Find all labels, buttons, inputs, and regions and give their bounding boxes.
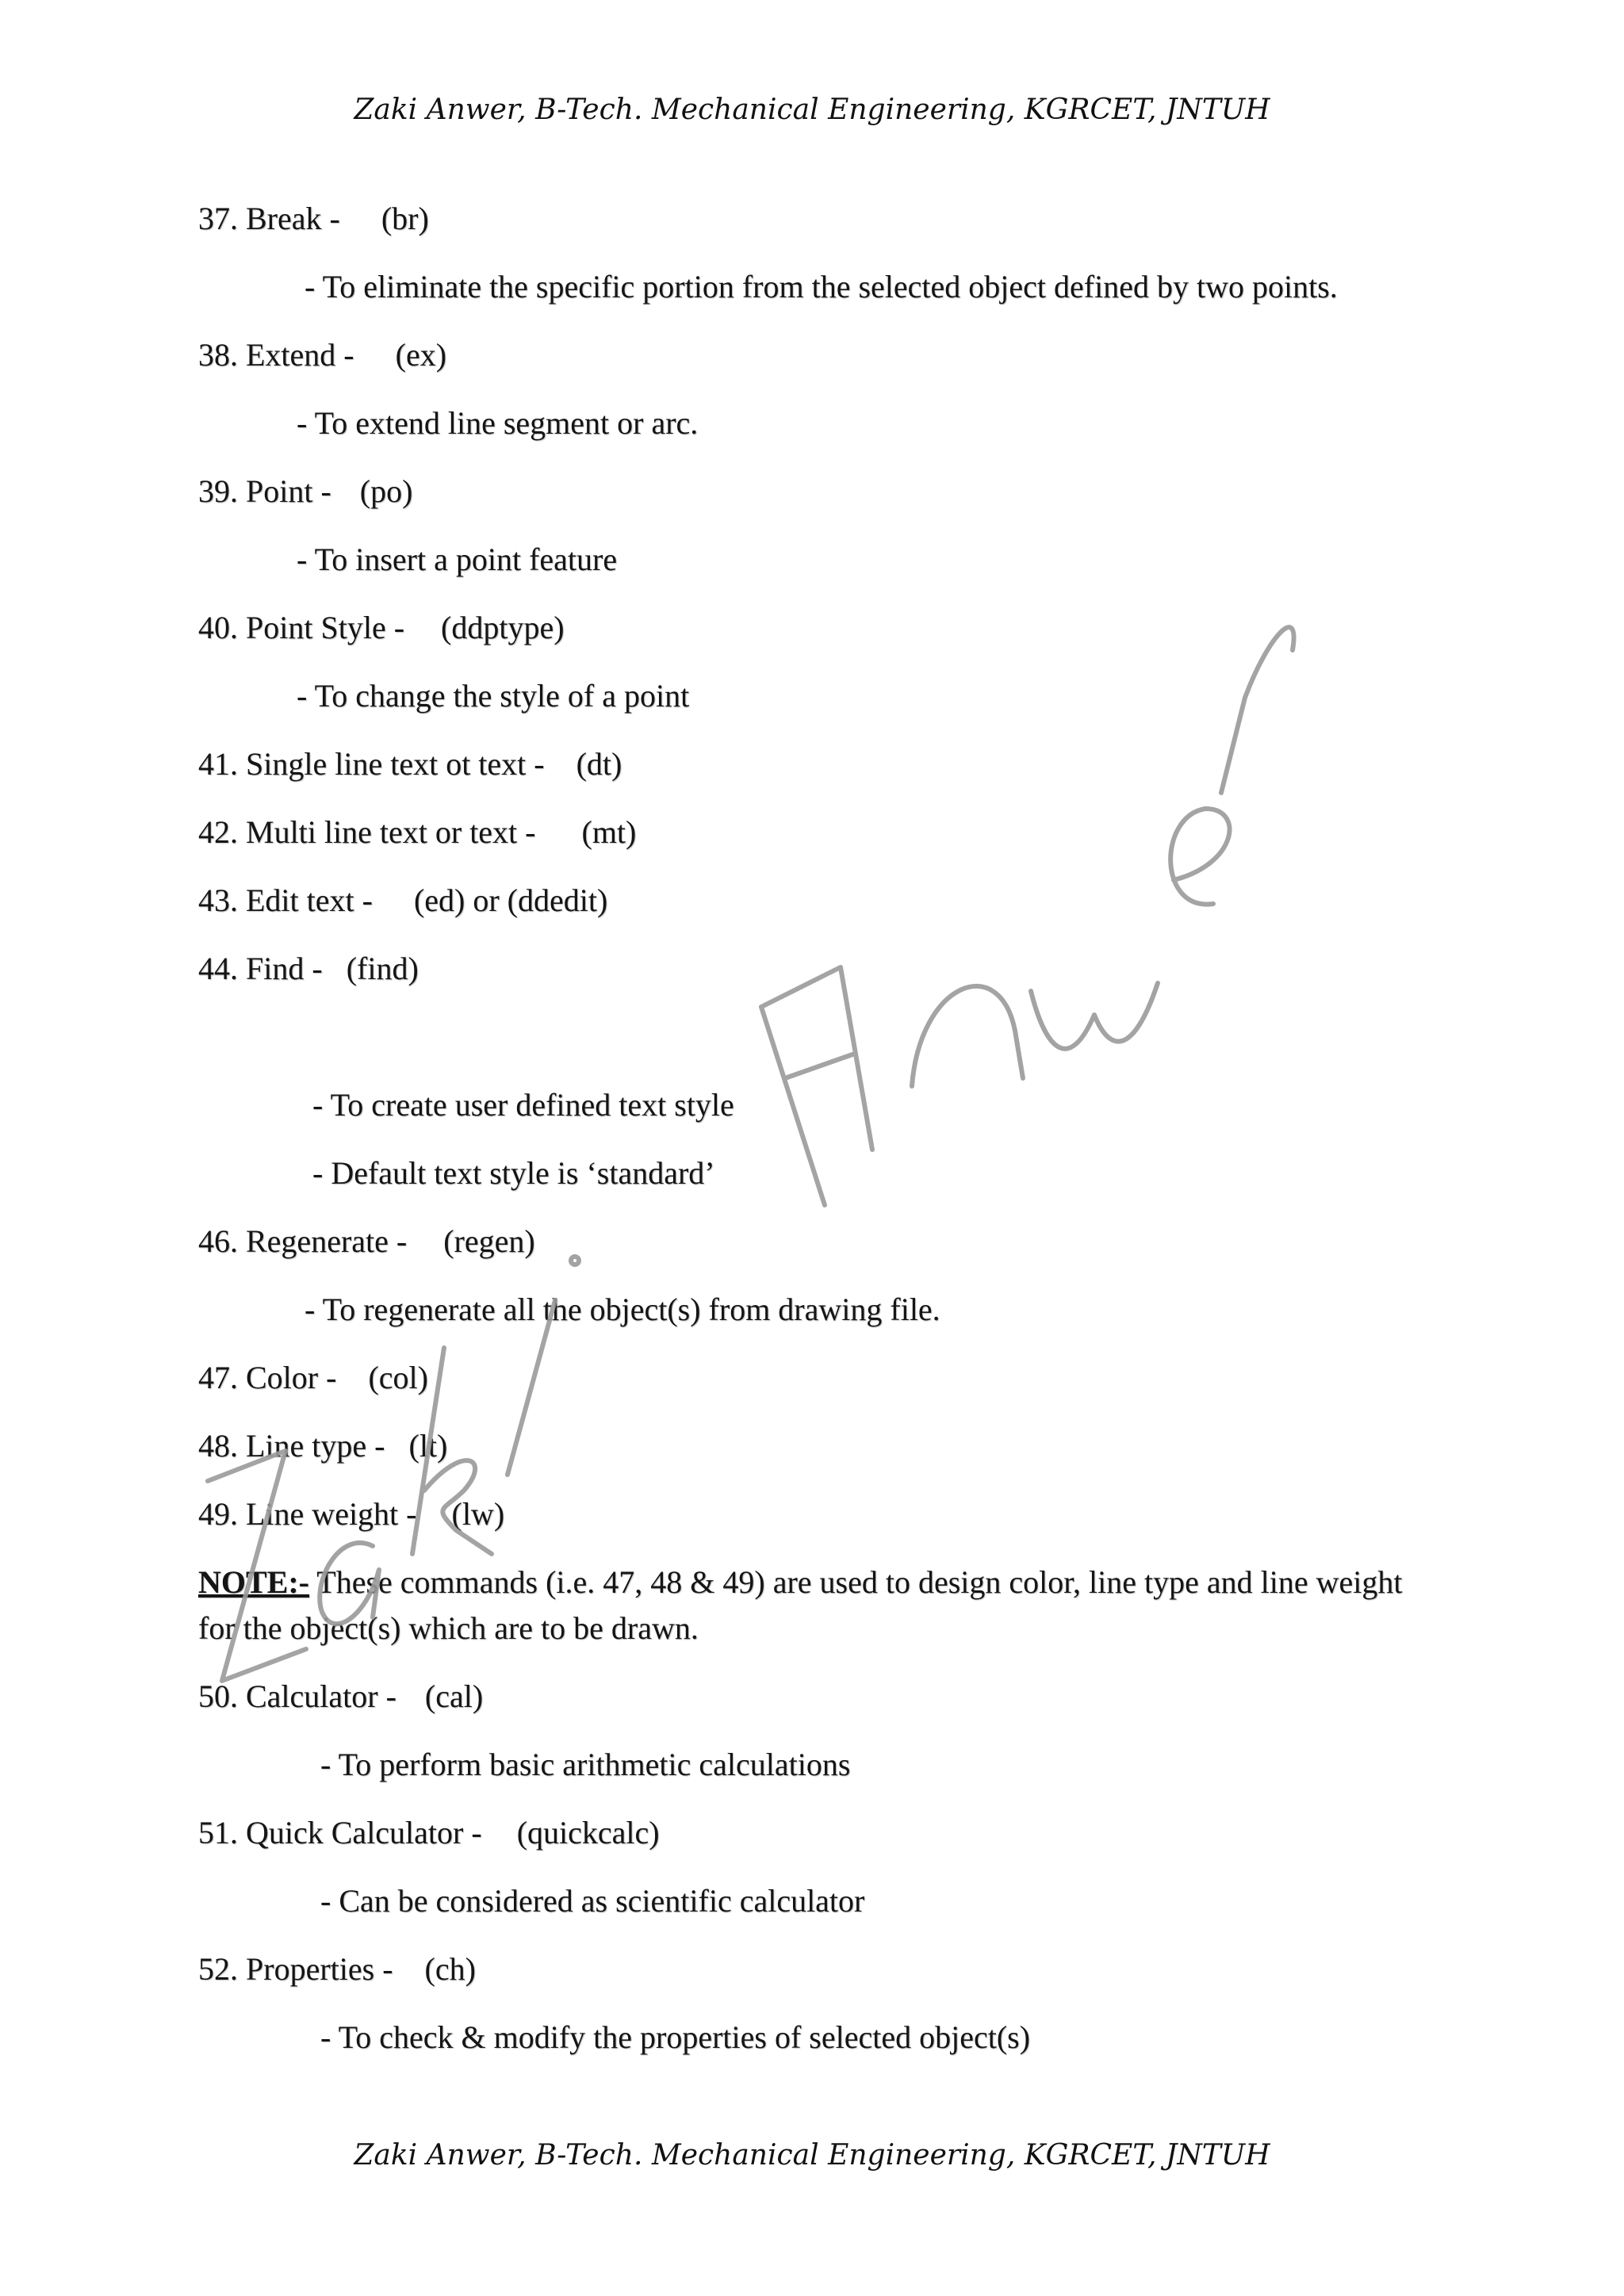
item-47-command: (col) [368,1360,428,1395]
page-footer: Zaki Anwer, B-Tech. Mechanical Engineering, KGRCET, JNTUH [354,2139,1270,2172]
watermark-stroke-dot [571,1257,579,1265]
item-50-title: 50. Calculator - (cal) [198,1678,484,1714]
item-37-description: - To eliminate the specific portion from the selected object defined by two points. [304,269,1338,304]
item-44-title: 44. Find - (find) [198,951,419,986]
watermark-stroke-big-a [761,967,872,1205]
item-43-command: (ed) or (ddedit) [413,882,608,918]
item-49-command: (lw) [451,1496,505,1532]
item-50-description: - To perform basic arithmetic calculations [320,1747,851,1782]
item-39-description: - To insert a point feature [297,541,618,577]
item-52-description: - To check & modify the properties of selected object(s) [320,2019,1031,2055]
item-42-command: (mt) [581,814,637,850]
item-51-title: 51. Quick Calculator - (quickcalc) [198,1815,660,1850]
watermark-stroke-r [1221,627,1294,793]
watermark-stroke-n [912,986,1023,1086]
item-38-description: - To extend line segment or arc. [297,405,699,441]
item-48-command: (lt) [408,1428,448,1464]
item-41-command: (dt) [576,746,622,782]
note-label: NOTE:- [198,1564,309,1600]
note-text: These commands (i.e. 47, 48 & 49) are used to design color, line type and line weight [309,1564,1403,1600]
item-39-command: (po) [359,473,413,509]
item-46-command: (regen) [443,1223,535,1259]
item-48-title: 48. Line type - (lt) [198,1428,448,1464]
item-40-command: (ddptype) [441,610,565,645]
item-45-description-1: - To create user defined text style [312,1087,734,1123]
item-41-title: 41. Single line text ot text - (dt) [198,746,622,782]
item-46-title: 46. Regenerate - (regen) [198,1223,535,1259]
item-52-command: (ch) [424,1951,476,1987]
page-header: Zaki Anwer, B-Tech. Mechanical Engineering, KGRCET, JNTUH [354,94,1270,126]
item-45-description-2: - Default text style is ‘standard’ [312,1155,715,1191]
item-38-title: 38. Extend - (ex) [198,337,447,373]
note-line-2: for the object(s) which are to be drawn. [198,1610,699,1646]
item-49-title: 49. Line weight - (lw) [198,1496,505,1532]
item-40-description: - To change the style of a point [297,678,690,714]
item-47-title: 47. Color - (col) [198,1360,428,1395]
item-51-description: - Can be considered as scientific calculator [320,1883,865,1919]
item-39-title: 39. Point - (po) [198,473,413,509]
item-37-title: 37. Break - (br) [198,201,429,236]
item-37-command: (br) [381,201,429,236]
item-38-command: (ex) [395,337,447,373]
note-line-1 [198,1563,1402,1601]
item-43-title: 43. Edit text - (ed) or (ddedit) [198,882,608,918]
item-40-title: 40. Point Style - (ddptype) [198,610,565,645]
item-52-title: 52. Properties - (ch) [198,1951,476,1987]
item-44-command: (find) [346,951,419,986]
watermark-stroke-e [1170,809,1229,905]
item-51-command: (quickcalc) [516,1815,660,1850]
watermark-stroke-w [1031,983,1158,1049]
item-50-command: (cal) [424,1678,484,1714]
item-46-description: - To regenerate all the object(s) from drawing file. [304,1292,940,1327]
item-42-title: 42. Multi line text or text - (mt) [198,814,637,850]
